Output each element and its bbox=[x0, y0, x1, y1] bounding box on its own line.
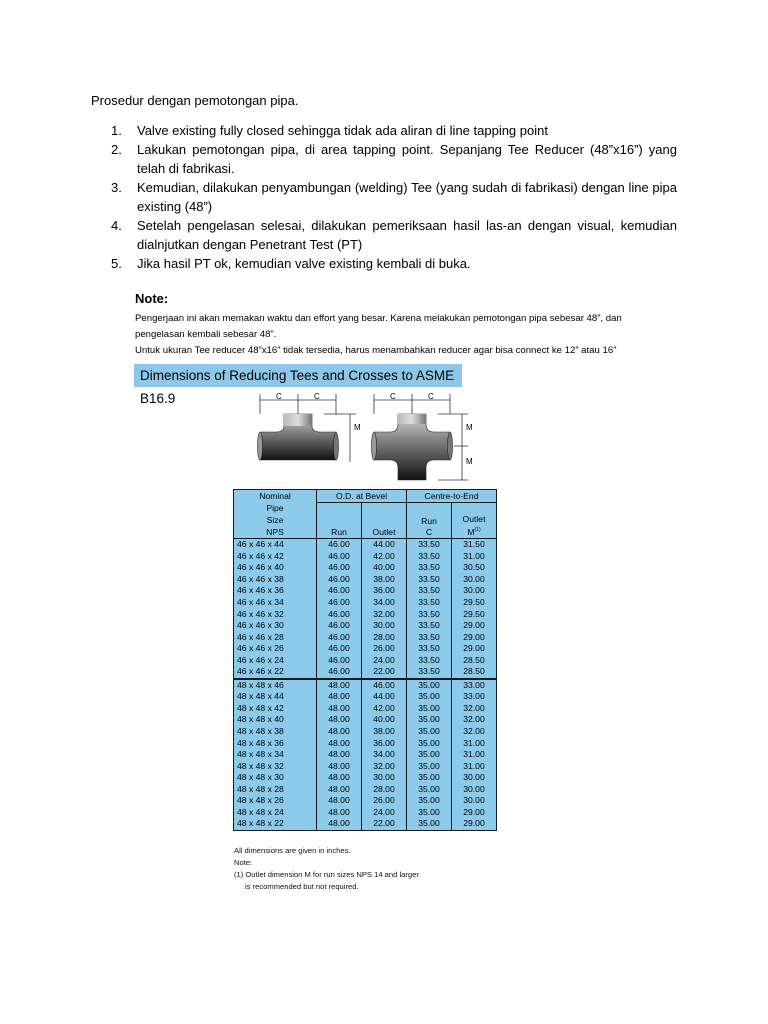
nps-cell: 46 x 46 x 26 bbox=[234, 643, 317, 655]
nps-cell: 46 x 46 x 36 bbox=[234, 585, 317, 597]
table-footnotes bbox=[234, 845, 419, 893]
nps-cell: 48 x 48 x 26 bbox=[234, 795, 317, 807]
nps-cell: 48 x 48 x 28 bbox=[234, 783, 317, 795]
footnote-line: All dimensions are given in inches. bbox=[234, 846, 351, 855]
run-c-cell: 35.00 bbox=[407, 737, 452, 749]
outlet-od-cell: 32.00 bbox=[362, 760, 407, 772]
outlet-m-cell: 31.00 bbox=[452, 760, 497, 772]
run-od-cell: 46.00 bbox=[317, 574, 362, 586]
figure-title-banner: Dimensions of Reducing Tees and Crosses to ASME B16.9 bbox=[134, 364, 462, 387]
outlet-m-cell: 31.00 bbox=[452, 551, 497, 563]
nps-cell: 46 x 46 x 42 bbox=[234, 551, 317, 563]
table-row bbox=[234, 783, 497, 795]
outlet-od-cell: 26.00 bbox=[362, 795, 407, 807]
step-text: Kemudian, dilakukan penyambungan (welding) Tee (yang sudah di fabrikasi) dengan line pipa existing (48”) bbox=[137, 180, 677, 214]
table-row bbox=[234, 631, 497, 643]
run-od-cell: 46.00 bbox=[317, 562, 362, 574]
step-text: Valve existing fully closed sehingga tidak ada aliran di line tapping point bbox=[137, 123, 548, 138]
footnote-line: is recommended but not required. bbox=[245, 882, 359, 891]
run-od-cell: 48.00 bbox=[317, 714, 362, 726]
outlet-m-cell: 29.00 bbox=[452, 807, 497, 819]
footnote-line: Note: bbox=[234, 858, 253, 867]
table-row bbox=[234, 760, 497, 772]
run-c-cell: 35.00 bbox=[407, 703, 452, 715]
nps-cell: 46 x 46 x 24 bbox=[234, 654, 317, 666]
run-od-cell: 46.00 bbox=[317, 666, 362, 679]
dim-label-c: C bbox=[390, 392, 396, 401]
run-od-cell: 48.00 bbox=[317, 737, 362, 749]
nps-column-header: Nominal Pipe Size NPS bbox=[234, 490, 317, 539]
run-od-cell: 48.00 bbox=[317, 749, 362, 761]
outlet-m-cell: 30.00 bbox=[452, 795, 497, 807]
outlet-od-cell: 42.00 bbox=[362, 703, 407, 715]
outlet-m-cell: 30.00 bbox=[452, 585, 497, 597]
run-c-cell: 33.50 bbox=[407, 574, 452, 586]
run-c-cell: 33.50 bbox=[407, 631, 452, 643]
reducing-cross-drawing bbox=[372, 392, 474, 480]
run-c-cell: 35.00 bbox=[407, 726, 452, 738]
procedure-step bbox=[91, 140, 677, 178]
run-od-cell: 48.00 bbox=[317, 703, 362, 715]
nps-cell: 48 x 48 x 22 bbox=[234, 818, 317, 830]
run-od-cell: 46.00 bbox=[317, 585, 362, 597]
dim-label-c: C bbox=[314, 392, 320, 401]
procedure-steps-list bbox=[91, 121, 677, 273]
table-row bbox=[234, 691, 497, 703]
table-row bbox=[234, 749, 497, 761]
outlet-od-cell: 34.00 bbox=[362, 597, 407, 609]
run-c-cell: 35.00 bbox=[407, 772, 452, 784]
step-text: Lakukan pemotongan pipa, di area tapping point. Sepanjang Tee Reducer (48”x16”) yang telah di fabrikasi. bbox=[137, 142, 677, 176]
table-row bbox=[234, 539, 497, 551]
run-od-cell: 46.00 bbox=[317, 608, 362, 620]
centre-to-end-header: Centre-to-End bbox=[407, 490, 497, 503]
outlet-od-cell: 24.00 bbox=[362, 807, 407, 819]
outlet-m-cell: 33.00 bbox=[452, 691, 497, 703]
table-row bbox=[234, 703, 497, 715]
nps-cell: 48 x 48 x 40 bbox=[234, 714, 317, 726]
outlet-m-cell: 30.00 bbox=[452, 772, 497, 784]
outlet-od-cell: 46.00 bbox=[362, 679, 407, 692]
table-row bbox=[234, 551, 497, 563]
run-c-cell: 33.50 bbox=[407, 551, 452, 563]
outlet-od-cell: 22.00 bbox=[362, 818, 407, 830]
procedure-step bbox=[91, 216, 677, 254]
table-row bbox=[234, 608, 497, 620]
table-row bbox=[234, 679, 497, 692]
od-at-bevel-header: O.D. at Bevel bbox=[317, 490, 407, 503]
run-column-header: Run bbox=[317, 503, 362, 539]
run-od-cell: 48.00 bbox=[317, 795, 362, 807]
note-line: pengelasan kembali sebesar 48”. bbox=[135, 329, 277, 340]
dim-label-m: M bbox=[466, 423, 473, 432]
table-row bbox=[234, 620, 497, 632]
reducing-tee-drawing bbox=[258, 392, 362, 462]
table-row bbox=[234, 726, 497, 738]
outlet-m-cell: 29.00 bbox=[452, 631, 497, 643]
run-c-cell: 35.00 bbox=[407, 749, 452, 761]
outlet-m-cell: 30.50 bbox=[452, 562, 497, 574]
run-c-cell: 35.00 bbox=[407, 714, 452, 726]
step-number: 1. bbox=[111, 123, 122, 138]
outlet-od-cell: 44.00 bbox=[362, 539, 407, 551]
nps-cell: 48 x 48 x 42 bbox=[234, 703, 317, 715]
nps-cell: 46 x 46 x 34 bbox=[234, 597, 317, 609]
nps-cell: 48 x 48 x 34 bbox=[234, 749, 317, 761]
outlet-m-cell: 32.00 bbox=[452, 703, 497, 715]
outlet-m-cell: 29.00 bbox=[452, 620, 497, 632]
outlet-column-header: Outlet bbox=[362, 503, 407, 539]
nps-cell: 46 x 46 x 32 bbox=[234, 608, 317, 620]
outlet-m-column-header: Outlet $M^{(1)}$ bbox=[452, 503, 497, 539]
note-text bbox=[135, 311, 675, 359]
outlet-m-cell: 29.50 bbox=[452, 597, 497, 609]
outlet-m-cell: 29.00 bbox=[452, 643, 497, 655]
run-od-cell: 46.00 bbox=[317, 539, 362, 551]
outlet-m-cell: 31.00 bbox=[452, 749, 497, 761]
run-c-cell: 35.00 bbox=[407, 691, 452, 703]
step-text: Setelah pengelasan selesai, dilakukan pemeriksaan hasil las-an dengan visual, kemudian dialnjutkan dengan Penetrant Test (PT) bbox=[137, 218, 677, 252]
outlet-m-cell: 28.50 bbox=[452, 666, 497, 679]
dimensions-table bbox=[233, 489, 497, 831]
run-c-cell: 33.50 bbox=[407, 643, 452, 655]
outlet-m-cell: 31.00 bbox=[452, 737, 497, 749]
dim-label-m: M bbox=[466, 457, 473, 466]
footnote-line: (1) Outlet dimension M for run sizes NPS 14 and larger bbox=[234, 870, 419, 879]
outlet-od-cell: 40.00 bbox=[362, 714, 407, 726]
step-text: Jika hasil PT ok, kemudian valve existing kembali di buka. bbox=[137, 256, 471, 271]
step-number: 5. bbox=[111, 256, 122, 271]
procedure-step bbox=[91, 121, 677, 140]
run-c-cell: 33.50 bbox=[407, 666, 452, 679]
table-row bbox=[234, 818, 497, 830]
run-od-cell: 46.00 bbox=[317, 654, 362, 666]
outlet-od-cell: 26.00 bbox=[362, 643, 407, 655]
nps-cell: 48 x 48 x 46 bbox=[234, 679, 317, 692]
outlet-od-cell: 36.00 bbox=[362, 585, 407, 597]
nps-cell: 48 x 48 x 32 bbox=[234, 760, 317, 772]
outlet-od-cell: 38.00 bbox=[362, 574, 407, 586]
table-row bbox=[234, 643, 497, 655]
procedure-step bbox=[91, 254, 677, 273]
run-c-cell: 33.50 bbox=[407, 620, 452, 632]
outlet-m-cell: 29.50 bbox=[452, 608, 497, 620]
nps-cell: 48 x 48 x 30 bbox=[234, 772, 317, 784]
nps-cell: 46 x 46 x 38 bbox=[234, 574, 317, 586]
note-line: Pengerjaan ini akan memakan waktu dan effort yang besar. Karena melakukan pemotongan pipa sebesar 48”, dan bbox=[135, 313, 622, 324]
outlet-m-cell: 28.50 bbox=[452, 654, 497, 666]
outlet-od-cell: 34.00 bbox=[362, 749, 407, 761]
run-od-cell: 48.00 bbox=[317, 760, 362, 772]
run-c-cell: 33.50 bbox=[407, 562, 452, 574]
run-c-cell: 35.00 bbox=[407, 679, 452, 692]
run-od-cell: 48.00 bbox=[317, 818, 362, 830]
tee-and-cross-drawings bbox=[240, 388, 480, 488]
nps-cell: 46 x 46 x 22 bbox=[234, 666, 317, 679]
dim-label-c: C bbox=[276, 392, 282, 401]
run-od-cell: 48.00 bbox=[317, 807, 362, 819]
table-row bbox=[234, 807, 497, 819]
outlet-od-cell: 28.00 bbox=[362, 631, 407, 643]
outlet-od-cell: 30.00 bbox=[362, 772, 407, 784]
run-c-cell: 35.00 bbox=[407, 760, 452, 772]
run-c-column-header: Run C bbox=[407, 503, 452, 539]
table-row bbox=[234, 714, 497, 726]
table-row bbox=[234, 562, 497, 574]
table-row bbox=[234, 585, 497, 597]
run-od-cell: 48.00 bbox=[317, 679, 362, 692]
outlet-od-cell: 32.00 bbox=[362, 608, 407, 620]
table-row bbox=[234, 654, 497, 666]
outlet-m-cell: 31.50 bbox=[452, 539, 497, 551]
outlet-od-cell: 22.00 bbox=[362, 666, 407, 679]
nps-cell: 48 x 48 x 24 bbox=[234, 807, 317, 819]
outlet-m-cell: 32.00 bbox=[452, 726, 497, 738]
dim-label-m: M bbox=[354, 423, 361, 432]
outlet-m-cell: 33.00 bbox=[452, 679, 497, 692]
run-c-cell: 35.00 bbox=[407, 783, 452, 795]
run-c-cell: 35.00 bbox=[407, 807, 452, 819]
table-row bbox=[234, 574, 497, 586]
nps-cell: 46 x 46 x 28 bbox=[234, 631, 317, 643]
run-od-cell: 48.00 bbox=[317, 726, 362, 738]
nps-cell: 48 x 48 x 38 bbox=[234, 726, 317, 738]
procedure-step bbox=[91, 178, 677, 216]
note-title: Note: bbox=[135, 291, 169, 306]
outlet-m-cell: 29.00 bbox=[452, 818, 497, 830]
note-line: Untuk ukuran Tee reducer 48”x16” tidak tersedia, harus menambahkan reducer agar bisa connect ke 12” atau 16” bbox=[135, 345, 617, 356]
outlet-od-cell: 36.00 bbox=[362, 737, 407, 749]
outlet-m-cell: 30.00 bbox=[452, 783, 497, 795]
table-row bbox=[234, 737, 497, 749]
outlet-m-cell: 30.00 bbox=[452, 574, 497, 586]
run-od-cell: 46.00 bbox=[317, 620, 362, 632]
outlet-od-cell: 38.00 bbox=[362, 726, 407, 738]
run-c-cell: 33.50 bbox=[407, 539, 452, 551]
run-c-cell: 33.50 bbox=[407, 654, 452, 666]
outlet-od-cell: 24.00 bbox=[362, 654, 407, 666]
step-number: 4. bbox=[111, 218, 122, 233]
run-c-cell: 35.00 bbox=[407, 818, 452, 830]
run-od-cell: 46.00 bbox=[317, 631, 362, 643]
run-od-cell: 46.00 bbox=[317, 643, 362, 655]
step-number: 3. bbox=[111, 180, 122, 195]
outlet-od-cell: 42.00 bbox=[362, 551, 407, 563]
outlet-m-cell: 32.00 bbox=[452, 714, 497, 726]
outlet-od-cell: 30.00 bbox=[362, 620, 407, 632]
run-od-cell: 48.00 bbox=[317, 772, 362, 784]
step-number: 2. bbox=[111, 142, 122, 157]
run-c-cell: 33.50 bbox=[407, 597, 452, 609]
outlet-od-cell: 28.00 bbox=[362, 783, 407, 795]
run-od-cell: 48.00 bbox=[317, 691, 362, 703]
table-row bbox=[234, 795, 497, 807]
nps-cell: 46 x 46 x 40 bbox=[234, 562, 317, 574]
nps-cell: 48 x 48 x 36 bbox=[234, 737, 317, 749]
run-od-cell: 46.00 bbox=[317, 597, 362, 609]
nps-cell: 46 x 46 x 30 bbox=[234, 620, 317, 632]
run-od-cell: 48.00 bbox=[317, 783, 362, 795]
run-c-cell: 33.50 bbox=[407, 585, 452, 597]
nps-cell: 46 x 46 x 44 bbox=[234, 539, 317, 551]
run-od-cell: 46.00 bbox=[317, 551, 362, 563]
run-c-cell: 35.00 bbox=[407, 795, 452, 807]
outlet-od-cell: 40.00 bbox=[362, 562, 407, 574]
table-row bbox=[234, 772, 497, 784]
outlet-od-cell: 44.00 bbox=[362, 691, 407, 703]
document-heading: Prosedur dengan pemotongan pipa. bbox=[91, 93, 299, 108]
table-row bbox=[234, 597, 497, 609]
table-row bbox=[234, 666, 497, 679]
nps-cell: 48 x 48 x 44 bbox=[234, 691, 317, 703]
dim-label-c: C bbox=[428, 392, 434, 401]
run-c-cell: 33.50 bbox=[407, 608, 452, 620]
